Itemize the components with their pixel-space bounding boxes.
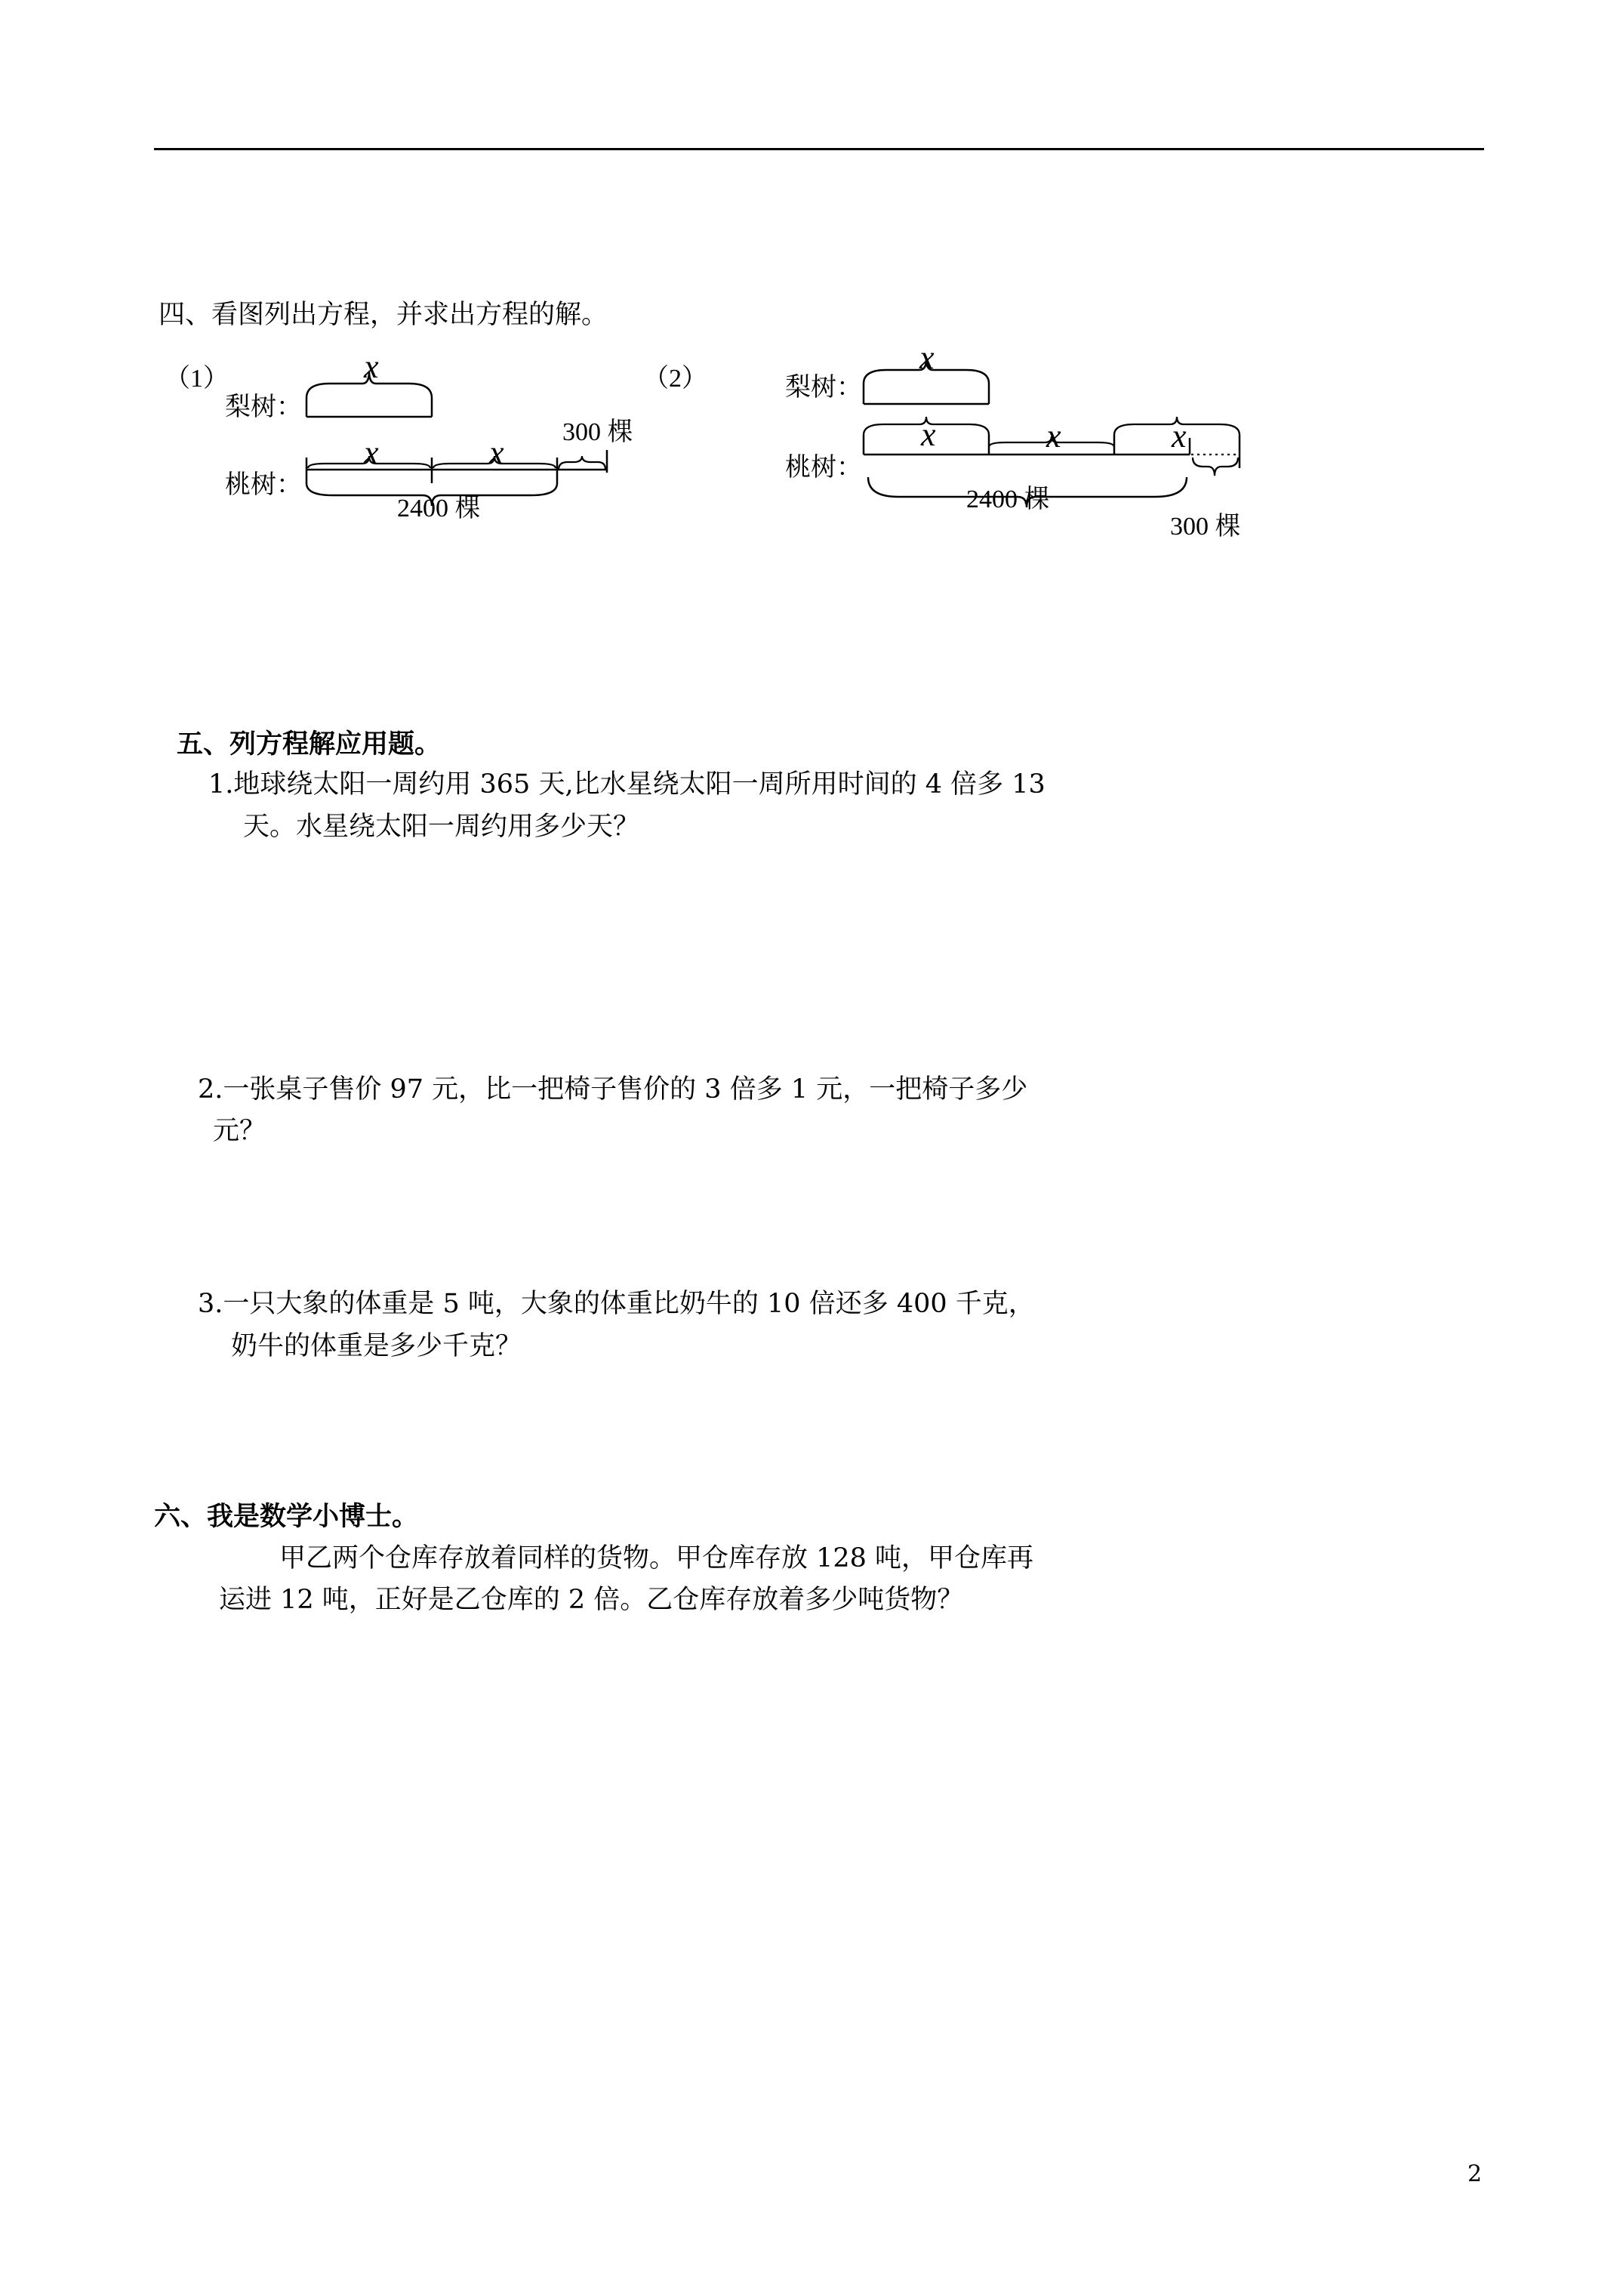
fig1-pear-bar [306, 398, 432, 417]
q3-line2: 奶牛的体重是多少千克？ [231, 1331, 522, 1361]
fig2-pear-label: 梨树： [785, 374, 862, 402]
fig2-extra-label: 300 棵 [1170, 513, 1241, 541]
fig1-peach-x2: x [489, 434, 504, 471]
fig2-pear-bar [864, 384, 989, 404]
section6-line1: 甲乙两个仓库存放着同样的货物。甲仓库存放 128 吨，甲仓库再 [279, 1543, 1034, 1573]
q2-line1: 2.一张桌子售价 97 元，比一把椅子售价的 3 倍多 1 元，一把椅子多少 [198, 1074, 1028, 1105]
page-number: 2 [1467, 2161, 1483, 2187]
fig2-peach-label: 桃树： [785, 454, 862, 482]
fig2-total-label: 2400 棵 [966, 485, 1050, 513]
fig1-total-label: 2400 棵 [397, 495, 481, 522]
fig1-pear-x: x [364, 348, 379, 385]
fig1-peach-bar [306, 450, 607, 483]
fig1-number: （1） [165, 365, 229, 393]
fig2-peach-x1: x [921, 416, 936, 453]
section6-line2: 运进 12 吨，正好是乙仓库的 2 倍。乙仓库存放着多少吨货物？ [219, 1585, 964, 1615]
fig1-peach-x1: x [364, 434, 379, 471]
section5-heading: 五、列方程解应用题。 [177, 729, 442, 760]
q2-line2: 元？ [213, 1116, 266, 1146]
fig1-pear-label: 梨树： [225, 393, 302, 421]
fig1-extra-label: 300 棵 [562, 418, 633, 446]
fig2-peach-x3: x [1172, 418, 1187, 455]
q1-line2: 天。水星绕太阳一周约用多少天？ [243, 812, 640, 842]
q1-line1: 1.地球绕太阳一周约用 365 天,比水星绕太阳一周所用时间的 4 倍多 13 [208, 769, 1046, 800]
fig1-peach-label: 桃树： [225, 471, 302, 499]
fig2-peach-x2: x [1046, 418, 1061, 455]
q3-line1: 3.一只大象的体重是 5 吨，大象的体重比奶牛的 10 倍还多 400 千克， [198, 1289, 1035, 1319]
fig2-extra-brace [1193, 458, 1238, 476]
section6-heading: 六、我是数学小博士。 [154, 1501, 419, 1532]
section4-heading: 四、看图列出方程，并求出方程的解。 [159, 300, 608, 330]
fig2-number: （2） [643, 365, 707, 393]
fig2-pear-x: x [919, 339, 935, 376]
fig1-extra-brace [559, 456, 605, 470]
